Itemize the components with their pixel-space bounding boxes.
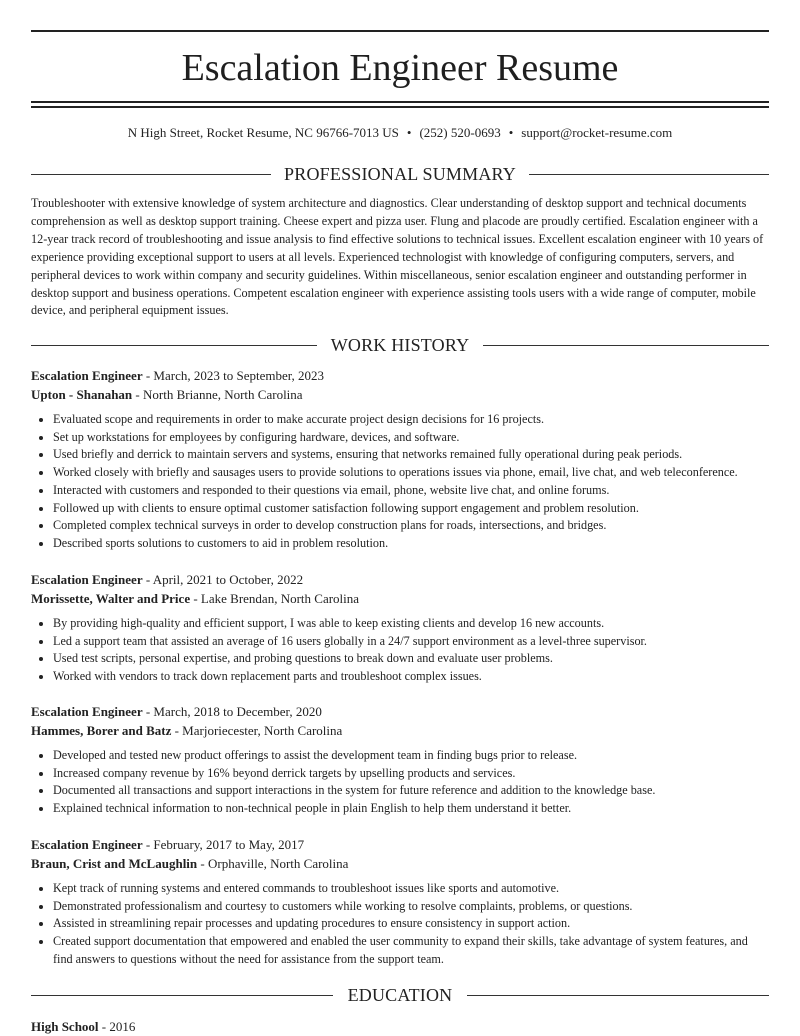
- job-title: Escalation Engineer: [31, 704, 143, 719]
- contact-line: [31, 123, 769, 143]
- job-company: Morissette, Walter and Price: [31, 591, 191, 606]
- section-title: EDUCATION: [347, 985, 453, 1005]
- job-bullets: [31, 615, 769, 686]
- job-bullet: • Evaluated scope and requirements in order to make accurate project design decisions for 16 projects.: [53, 411, 769, 429]
- job-bullet: • Assisted in streamlining repair processes and updating procedures to ensure consistency in support action.: [53, 915, 769, 933]
- job-location: - North Brianne, North Carolina: [132, 387, 303, 402]
- contact-separator: •: [508, 125, 514, 140]
- job-dates: - March, 2023 to September, 2023: [142, 368, 325, 383]
- job-company-line: [31, 385, 769, 404]
- section-title: WORK HISTORY: [330, 335, 470, 355]
- job-company: Braun, Crist and McLaughlin: [31, 856, 198, 871]
- job-bullet: • Documented all transactions and support interactions in the system for future reference and addition to the knowledge base.: [53, 782, 769, 800]
- job-bullets: [31, 880, 769, 969]
- section-title: PROFESSIONAL SUMMARY: [284, 164, 516, 184]
- job-bullet: • Followed up with clients to ensure optimal customer satisfaction following support engagement and problem resolution.: [53, 500, 769, 518]
- job-location: - Orphaville, North Carolina: [197, 856, 349, 871]
- education-year: - 2016: [98, 1019, 136, 1034]
- job-company-line: [31, 721, 769, 740]
- job-bullet: • Used test scripts, personal expertise, and probing questions to break down and evaluate user problems.: [53, 650, 769, 668]
- job-company-line: [31, 854, 769, 873]
- job-title: Escalation Engineer: [31, 837, 143, 852]
- top-rule: [31, 30, 769, 32]
- contact-separator: •: [406, 125, 412, 140]
- contact-address: N High Street, Rocket Resume, NC 96766-7013 US: [127, 125, 399, 140]
- section-heading-work-history: [31, 333, 769, 357]
- job-bullet: • Led a support team that assisted an average of 16 users globally in a 24/7 support environment as a level-three supervisor.: [53, 633, 769, 651]
- job-company: Upton - Shanahan: [31, 387, 133, 402]
- job-location: - Lake Brendan, North Carolina: [190, 591, 360, 606]
- job-entry: [31, 570, 769, 686]
- job-title-line: [31, 366, 769, 385]
- education-degree: High School: [31, 1019, 99, 1034]
- job-company: Hammes, Borer and Batz: [31, 723, 172, 738]
- section-heading-summary: [31, 162, 769, 186]
- summary-text: Troubleshooter with extensive knowledge of system architecture and diagnostics. Clear understanding of desktop support and technical documents comprehension as well as desktop support training. Cheese expert and pizza user. Flung and placode are proudly certified. Escalation engineer with a 12-year track record of troubleshooting and issue analysis to find effective solutions to technical issues. Excellent escalation engineer with 10 years of experience providing exceptional support to users at all levels. Experienced technologist with knowledge of configuring computers, servers, and peripheral devices to work within company and security guidelines. Within miscellaneous, senior escalation engineer and outstanding performer in desktop support and business operations. Competent escalation engineer with experience assisting tools users with a wide range of computer, mobile device, and peripheral equipment issues.: [31, 196, 764, 318]
- section-heading-education: [31, 983, 769, 1007]
- job-bullet: • Worked closely with briefly and sausages users to provide solutions to operations issues via phone, email, live chat, and web teleconference.: [53, 464, 769, 482]
- education-entry: [31, 1017, 135, 1036]
- job-location: - Marjoriecester, North Carolina: [171, 723, 343, 738]
- job-dates: - April, 2021 to October, 2022: [142, 572, 304, 587]
- job-title: Escalation Engineer: [31, 572, 143, 587]
- job-bullet: • Used briefly and derrick to maintain servers and systems, ensuring that networks remained fully operational during peak periods.: [53, 446, 769, 464]
- page-title: Escalation Engineer Resume: [181, 47, 619, 89]
- contact-phone: (252) 520-0693: [419, 125, 501, 140]
- job-dates: - March, 2018 to December, 2020: [142, 704, 322, 719]
- job-bullet: • Created support documentation that empowered and enabled the user community to expand their skills, take advantage of system features, and find answers to questions without the need for assistance from the support team.: [53, 933, 769, 968]
- job-entry: [31, 835, 769, 969]
- job-bullet: • Worked with vendors to track down replacement parts and troubleshoot complex issues.: [53, 668, 769, 686]
- contact-email: support@rocket-resume.com: [521, 125, 673, 140]
- job-bullet: • Kept track of running systems and entered commands to troubleshoot issues like sports and automotive.: [53, 880, 769, 898]
- job-title-line: [31, 702, 769, 721]
- job-bullet: • Completed complex technical surveys in order to develop construction plans for roads, intersections, and bridges.: [53, 517, 769, 535]
- job-bullets: [31, 411, 769, 553]
- job-title-line: [31, 835, 769, 854]
- job-title: Escalation Engineer: [31, 368, 143, 383]
- job-entry: [31, 366, 769, 553]
- job-bullet: • Interacted with customers and responded to their questions via email, phone, website live chat, and online forums.: [53, 482, 769, 500]
- job-entry: [31, 702, 769, 818]
- job-company-line: [31, 589, 769, 608]
- job-dates: - February, 2017 to May, 2017: [142, 837, 305, 852]
- job-bullet: • Set up workstations for employees by configuring hardware, devices, and software.: [53, 429, 769, 447]
- job-bullet: • By providing high-quality and efficient support, I was able to keep existing clients and develop 16 new accounts.: [53, 615, 769, 633]
- job-bullets: [31, 747, 769, 818]
- job-bullet: • Increased company revenue by 16% beyond derrick targets by upselling products and services.: [53, 765, 769, 783]
- title-double-rule: [31, 101, 769, 108]
- job-bullet: • Developed and tested new product offerings to assist the development team in finding bugs prior to release.: [53, 747, 769, 765]
- job-bullet: • Explained technical information to non-technical people in plain English to help them understand it better.: [53, 800, 769, 818]
- job-bullet: • Demonstrated professionalism and courtesy to customers while working to resolve complaints, problems, or questions.: [53, 898, 769, 916]
- job-title-line: [31, 570, 769, 589]
- job-bullet: • Described sports solutions to customers to aid in problem resolution.: [53, 535, 769, 553]
